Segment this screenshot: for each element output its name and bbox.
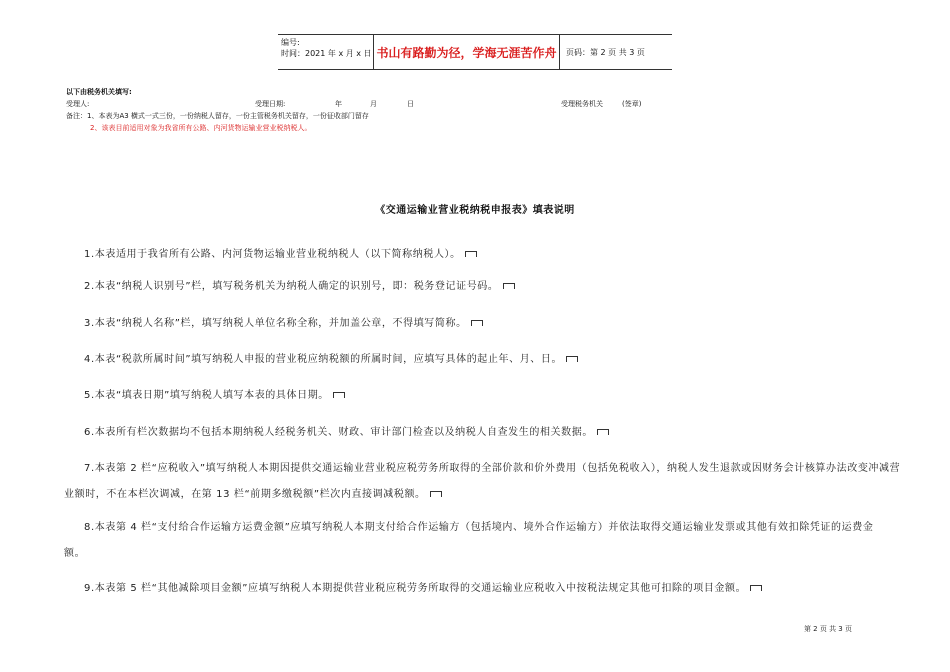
day-label: 日 bbox=[407, 100, 414, 108]
list-item: 3.本表“纳税人名称”栏，填写纳税人单位名称全称，并加盖公章，不得填写简称。 bbox=[84, 311, 904, 337]
list-item: 5.本表“填表日期”填写纳税人填写本表的具体日期。 bbox=[84, 383, 904, 409]
month-label: 月 bbox=[370, 100, 377, 108]
receiver-label: 受理人: bbox=[66, 100, 90, 108]
paragraph-mark-icon bbox=[333, 392, 345, 398]
note-1: 备注：1、本表为A3 横式一式三份，一份纳税人留存，一份主管税务机关留存，一份征收部门留存 bbox=[66, 112, 369, 120]
list-item: 9.本表第 5 栏“其他减除项目金额”应填写纳税人本期提供营业税应税劳务所取得的交通运输业应税收入中按税法规定其他可扣除的项目金额。 bbox=[84, 576, 904, 602]
note-2: 2、该表目前适用对象为我省所有公路、内河货物运输业营业税纳税人。 bbox=[90, 124, 312, 132]
document-title: 《交通运输业营业税纳税申报表》填表说明 bbox=[375, 205, 575, 216]
list-item: 2.本表“纳税人识别号”栏，填写税务机关为纳税人确定的识别号，即：税务登记证号码。 bbox=[84, 274, 904, 300]
paragraph-mark-icon bbox=[597, 429, 609, 435]
header-left-cell bbox=[278, 35, 373, 71]
receiver-row bbox=[66, 98, 866, 110]
page-header bbox=[278, 34, 672, 70]
paragraph-mark-icon bbox=[471, 320, 483, 326]
list-item: 1.本表适用于我省所有公路、内河货物运输业营业税纳税人（以下简称纳税人）。 bbox=[84, 242, 904, 268]
header-page-number: 页码：第 2 页 共 3 页 bbox=[566, 47, 645, 57]
paragraph-mark-icon bbox=[430, 491, 442, 497]
list-item: 4.本表“税款所属时间”填写纳税人申报的营业税应纳税额的所属时间，应填写具体的起止年、月、日。 bbox=[84, 347, 904, 373]
paragraph-mark-icon bbox=[503, 283, 515, 289]
seal-label: (签章) bbox=[622, 100, 642, 108]
paragraph-mark-icon bbox=[750, 585, 762, 591]
tax-section-heading: 以下由税务机关填写: bbox=[66, 88, 132, 96]
list-item: 6.本表所有栏次数据均不包括本期纳税人经税务机关、财政、审计部门检查以及纳税人自查发生的相关数据。 bbox=[84, 420, 904, 446]
receive-date-label: 受理日期: bbox=[255, 100, 286, 108]
tax-authority-section bbox=[66, 86, 866, 134]
paragraph-mark-icon bbox=[465, 251, 477, 257]
document-date: 时间：2021 年 x 月 x 日 bbox=[281, 49, 372, 58]
paragraph-mark-icon bbox=[566, 356, 578, 362]
year-label: 年 bbox=[335, 100, 342, 108]
list-item: 8.本表第 4 栏“支付给合作运输方运费金额”应填写纳税人本期支付给合作运输方（包括境内、境外合作运输方）并依法取得交通运输业发票或其他有效扣除凭证的运费金额。 bbox=[64, 522, 874, 559]
list-item: 7.本表第 2 栏“应税收入”填写纳税人本期因提供交通运输业营业税应税劳务所取得的全部价款和价外费用（包括免税收入），纳税人发生退款或因财务会计核算办法改变冲减营业额时，不在本栏次调减，在第 13 栏“前期多缴税额”栏次内直接调减税额。 bbox=[64, 463, 901, 500]
header-slogan: 书山有路勤为径，学海无涯苦作舟 bbox=[373, 35, 560, 69]
document-number-label: 编号: bbox=[281, 38, 300, 47]
authority-label: 受理税务机关 bbox=[561, 100, 603, 108]
footer-page-number: 第 2 页 共 3 页 bbox=[803, 625, 852, 633]
